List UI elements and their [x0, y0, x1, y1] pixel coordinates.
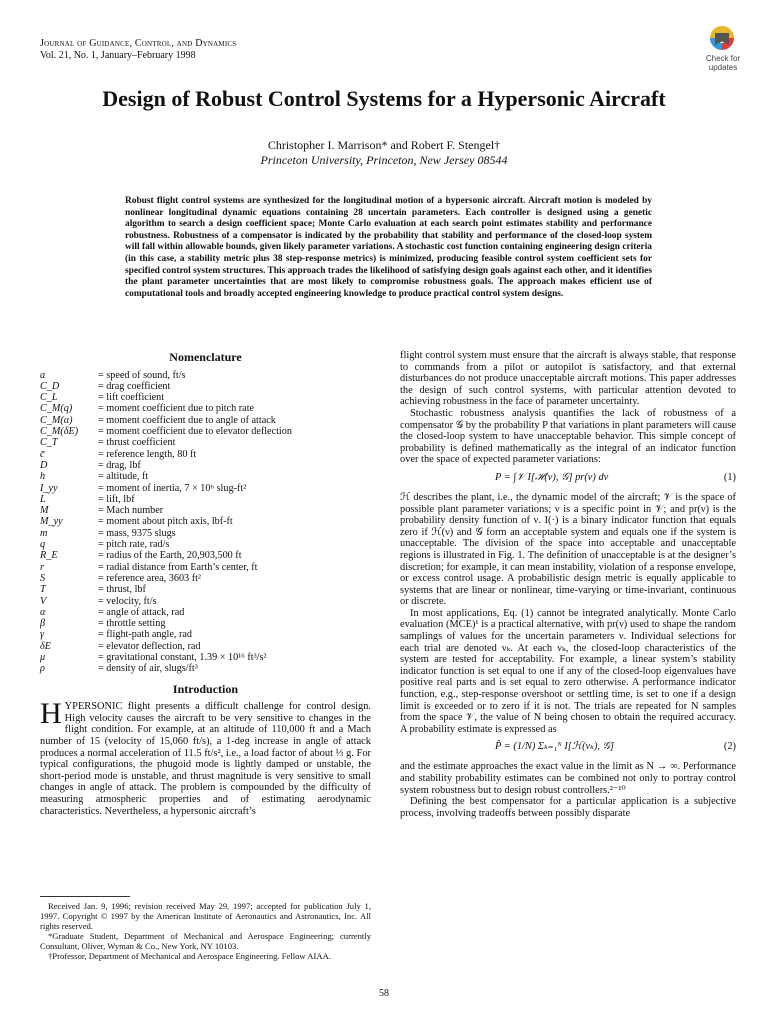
- nomenclature-row: [40, 403, 371, 414]
- nomenclature-row: [40, 641, 371, 652]
- right-column: [400, 350, 736, 819]
- nomenclature-row: [40, 562, 371, 573]
- left-column: [40, 352, 371, 817]
- nomenclature-definition: = gravitational constant, 1.39 × 10¹⁶ ft³/s²: [98, 652, 267, 664]
- nomenclature-row: [40, 449, 371, 460]
- nomenclature-row: [40, 607, 371, 618]
- nomenclature-row: [40, 471, 371, 482]
- nomenclature-definition: = altitude, ft: [98, 471, 149, 483]
- nomenclature-definition: = density of air, slugs/ft³: [98, 663, 198, 675]
- nomenclature-row: [40, 652, 371, 663]
- nomenclature-row: [40, 663, 371, 674]
- nomenclature-symbol: μ: [40, 652, 46, 664]
- nomenclature-definition: = drag coefficient: [98, 380, 171, 392]
- check-for-updates-badge[interactable]: [700, 24, 746, 84]
- nomenclature-definition: = flight-path angle, rad: [98, 629, 193, 641]
- footnote-author1: *Graduate Student, Department of Mechanical and Aerospace Engineering; currently Consultant, Oliver, Wyman & Co., New York, NY 10103.: [40, 931, 371, 951]
- nomenclature-definition: = radius of the Earth, 20,903,500 ft: [98, 550, 242, 562]
- nomenclature-row: [40, 584, 371, 595]
- nomenclature-symbol: I_yy: [40, 482, 58, 494]
- nomenclature-symbol: M_yy: [40, 516, 63, 528]
- badge-line2: updates: [708, 63, 738, 72]
- nomenclature-symbol: m: [40, 527, 48, 539]
- nomenclature-definition: = velocity, ft/s: [98, 595, 157, 607]
- nomenclature-row: [40, 629, 371, 640]
- footnote-received: Received Jan. 9, 1996; revision received May 29, 1997; accepted for publication July 1, 1997. Copyright © 1997 by the American Institute of Aeronautics and Astronautics, Inc. All rights reserved.: [40, 901, 371, 931]
- nomenclature-definition: = reference area, 3603 ft²: [98, 572, 201, 584]
- footnote-author2: †Professor, Department of Mechanical and Aerospace Engineering. Fellow AIAA.: [48, 951, 331, 961]
- footnotes: [40, 896, 371, 961]
- nomenclature-symbol: C_M(α): [40, 414, 73, 426]
- nomenclature-definition: = speed of sound, ft/s: [98, 369, 186, 381]
- nomenclature-definition: = moment coefficient due to pitch rate: [98, 403, 255, 415]
- nomenclature-symbol: c̄: [40, 448, 45, 460]
- equation-body: P = ∫𝒱 I[ℋ(ν), 𝒢] pr(ν) dν: [495, 471, 609, 483]
- nomenclature-definition: = thrust, lbf: [98, 584, 146, 596]
- nomenclature-definition: = reference length, 80 ft: [98, 448, 197, 460]
- nomenclature-definition: = lift, lbf: [98, 493, 135, 505]
- nomenclature-definition: = pitch rate, rad/s: [98, 539, 170, 551]
- nomenclature-definition: = moment about pitch axis, lbf-ft: [98, 516, 233, 528]
- paper-title: Design of Robust Control Systems for a Hypersonic Aircraft: [102, 86, 666, 111]
- intro-paragraph: YPERSONIC flight presents a difficult challenge for control design. High velocity causes the aircraft to be very sensitive to changes in the flight condition. For example, at an altitude of 110,000 ft and a Mach number of 15 (velocity of 15,060 ft/s), a 1-deg increase in angle of attack produces a normal acceleration of 11.5 ft/s², i.e., a load factor of about ⅓ g. For typical configurations, the phugoid mode is lightly damped or unstable, the short-period mode is unstable, and thrust magnitude is very sensitive to small changes in angle of attack. The problem is compounded by the difficulty of measuring atmospheric properties and of estimating aerodynamic characteristics. Nevertheless, a hypersonic aircraft’s: [40, 701, 371, 817]
- nomenclature-symbol: a: [40, 369, 46, 381]
- nomenclature-row: [40, 505, 371, 516]
- nomenclature-definition: = elevator deflection, rad: [98, 640, 201, 652]
- nomenclature-row: [40, 539, 371, 550]
- nomenclature-symbol: T: [40, 584, 46, 596]
- nomenclature-symbol: β: [40, 618, 46, 630]
- nomenclature-symbol: r: [40, 561, 44, 573]
- nomenclature-definition: = angle of attack, rad: [98, 606, 185, 618]
- nomenclature-symbol: M: [40, 505, 49, 517]
- drop-cap: H: [40, 697, 62, 731]
- nomenclature-symbol: L: [40, 493, 46, 505]
- journal-volume: Vol. 21, No. 1, January–February 1998: [40, 50, 196, 61]
- nomenclature-definition: = lift coefficient: [98, 392, 165, 404]
- paragraph: ℋ describes the plant, i.e., the dynamic model of the aircraft; 𝒱 is the space of possible plant parameter variations; ν is a specific point in 𝒱; and pr(ν) is the probability density function of ν. I(·) is a binary indicator function that equals zero if ℋ(ν) and 𝒢 form an acceptable system and equals one if the system is unacceptable. The division of the space into acceptable and unacceptable regions is illustrated in Fig. 1. The definition of unacceptable is at the designer’s discretion; for example, it can mean instability, violation of a response envelope, or excess control usage. A probabilistic design metric is equally applicable to systems that are linear or nonlinear, time-varying or time-invariant, continuous or discrete.: [400, 491, 736, 608]
- nomenclature-row: [40, 550, 371, 561]
- nomenclature-symbol: C_D: [40, 380, 60, 392]
- nomenclature-row: [40, 437, 371, 448]
- introduction-heading: Introduction: [172, 681, 239, 696]
- nomenclature-row: [40, 494, 371, 505]
- nomenclature-symbol: D: [40, 459, 48, 471]
- affiliation: Princeton University, Princeton, New Jersey 08544: [260, 153, 508, 167]
- nomenclature-row: [40, 415, 371, 426]
- paragraph: Defining the best compensator for a particular application is a subjective process, involving tradeoffs between possibly disparate: [400, 796, 736, 819]
- equation-number: (1): [723, 471, 736, 483]
- nomenclature-symbol: h: [40, 471, 46, 483]
- equation-body: P̂ = (1/N) Σₖ₌₁ᴺ I[ℋ(νₖ), 𝒢]: [495, 741, 615, 753]
- nomenclature-definition: = radial distance from Earth’s center, ft: [98, 561, 258, 573]
- nomenclature-definition: = thrust coefficient: [98, 437, 176, 449]
- nomenclature-row: [40, 483, 371, 494]
- nomenclature-symbol: δE: [40, 640, 51, 652]
- authors: Christopher I. Marrison* and Robert F. Stengel†: [267, 138, 501, 152]
- equation-2: [400, 735, 736, 761]
- paragraph: and the estimate approaches the exact value in the limit as N → ∞. Performance and stability probability estimates can be combined not only to portray control system robustness but to design robust controllers.²⁻¹⁰: [400, 761, 736, 796]
- nomenclature-symbol: q: [40, 539, 46, 551]
- nomenclature-row: [40, 573, 371, 584]
- nomenclature-symbol: ρ: [40, 663, 45, 675]
- nomenclature-symbol: C_L: [40, 392, 58, 404]
- paragraph: In most applications, Eq. (1) cannot be integrated analytically. Monte Carlo evaluation (MCE)¹ is a practical alternative, with pr(ν) used to shape the random samplings of values for the uncertain parameters ν. Individual selections for each trial are denoted νₖ. At each νₖ, the closed-loop characteristics of the system are tested for acceptability. For example, a linear system’s stability indicator function is set equal to one if any of the closed-loop eigenvalues have positive real parts and is set equal to zero otherwise. A performance indicator function, e.g., step-response overshoot or settling time, is set to one if a design limit is exceeded or to zero if it is not. The trials are repeated for N samples from the space 𝒱, the value of N being chosen to obtain the required accuracy. A probability estimate is expressed as: [400, 607, 736, 735]
- nomenclature-definition: = throttle setting: [98, 618, 166, 630]
- nomenclature-symbol: C_M(δE): [40, 426, 79, 438]
- nomenclature-row: [40, 370, 371, 381]
- nomenclature-definition: = moment coefficient due to elevator deflection: [98, 426, 292, 438]
- nomenclature-definition: = drag, lbf: [98, 459, 141, 471]
- nomenclature-row: [40, 596, 371, 607]
- nomenclature-heading: Nomenclature: [169, 350, 242, 364]
- badge-line1: Check for: [705, 54, 741, 63]
- nomenclature-symbol: α: [40, 606, 46, 618]
- nomenclature-list: [40, 370, 371, 675]
- nomenclature-symbol: γ: [40, 629, 45, 641]
- journal-name: Journal of Guidance, Control, and Dynamics: [40, 38, 237, 49]
- footnote-divider: [40, 896, 130, 897]
- nomenclature-definition: = mass, 9375 slugs: [98, 527, 176, 539]
- nomenclature-symbol: C_T: [40, 437, 58, 449]
- nomenclature-symbol: S: [40, 572, 46, 584]
- nomenclature-row: [40, 426, 371, 437]
- nomenclature-row: [40, 516, 371, 527]
- introduction-text: [40, 697, 371, 817]
- nomenclature-symbol: C_M(q): [40, 403, 73, 415]
- nomenclature-definition: = moment of inertia, 7 × 10⁶ slug-ft²: [98, 482, 247, 494]
- equation-1: [400, 466, 736, 492]
- equation-number: (2): [723, 741, 736, 753]
- nomenclature-row: [40, 528, 371, 539]
- paragraph: flight control system must ensure that the aircraft is always stable, that response to commands from a pilot or autopilot is satisfactory, and that external disturbances do not produce unacceptable aircraft motions. This paper addresses the design of such control systems, with particular attention devoted to achieving robustness in the face of parameter uncertainty.: [400, 350, 736, 408]
- paragraph: Stochastic robustness analysis quantifies the lack of robustness of a compensator 𝒢 by the probability P that variations in plant parameters will cause the closed-loop system to have unacceptable behavior. This simple concept of probability is defined mathematically as the integral of an indicator function over the space of expected parameter variations:: [400, 407, 736, 466]
- nomenclature-row: [40, 618, 371, 629]
- nomenclature-row: [40, 381, 371, 392]
- nomenclature-symbol: V: [40, 595, 47, 607]
- nomenclature-row: [40, 460, 371, 471]
- nomenclature-row: [40, 392, 371, 403]
- nomenclature-definition: = Mach number: [98, 505, 164, 517]
- abstract: Robust flight control systems are synthesized for the longitudinal motion of a hypersonic aircraft. Aircraft motion is modeled by nonlinear longitudinal dynamic equations containing 28 uncertain parameters. Each controller is designed using a genetic algorithm to search a design coefficient space; Monte Carlo evaluation at each search point estimates stability and performance robustness. Robustness of a compensator is indicated by the probability that stability and performance of the closed-loop system will fall within allowable bounds, given likely parameter variations. A stochastic cost function containing engineering design criteria (in this case, a stability metric plus 38 step-response metrics) is minimized, producing feasible control system coefficient sets for specified control system structures. This approach trades the likelihood of satisfying design goals against each other, and it identifies the plant parameter uncertainties that are most likely to compromise robustness goals. The approach makes efficient use of computational tools and broadly accepted engineering knowledge to produce practical control system designs.: [125, 196, 652, 299]
- nomenclature-symbol: R_E: [40, 550, 58, 562]
- journal-header: [40, 38, 236, 62]
- nomenclature-definition: = moment coefficient due to angle of attack: [98, 414, 276, 426]
- page-number: 58: [379, 988, 389, 999]
